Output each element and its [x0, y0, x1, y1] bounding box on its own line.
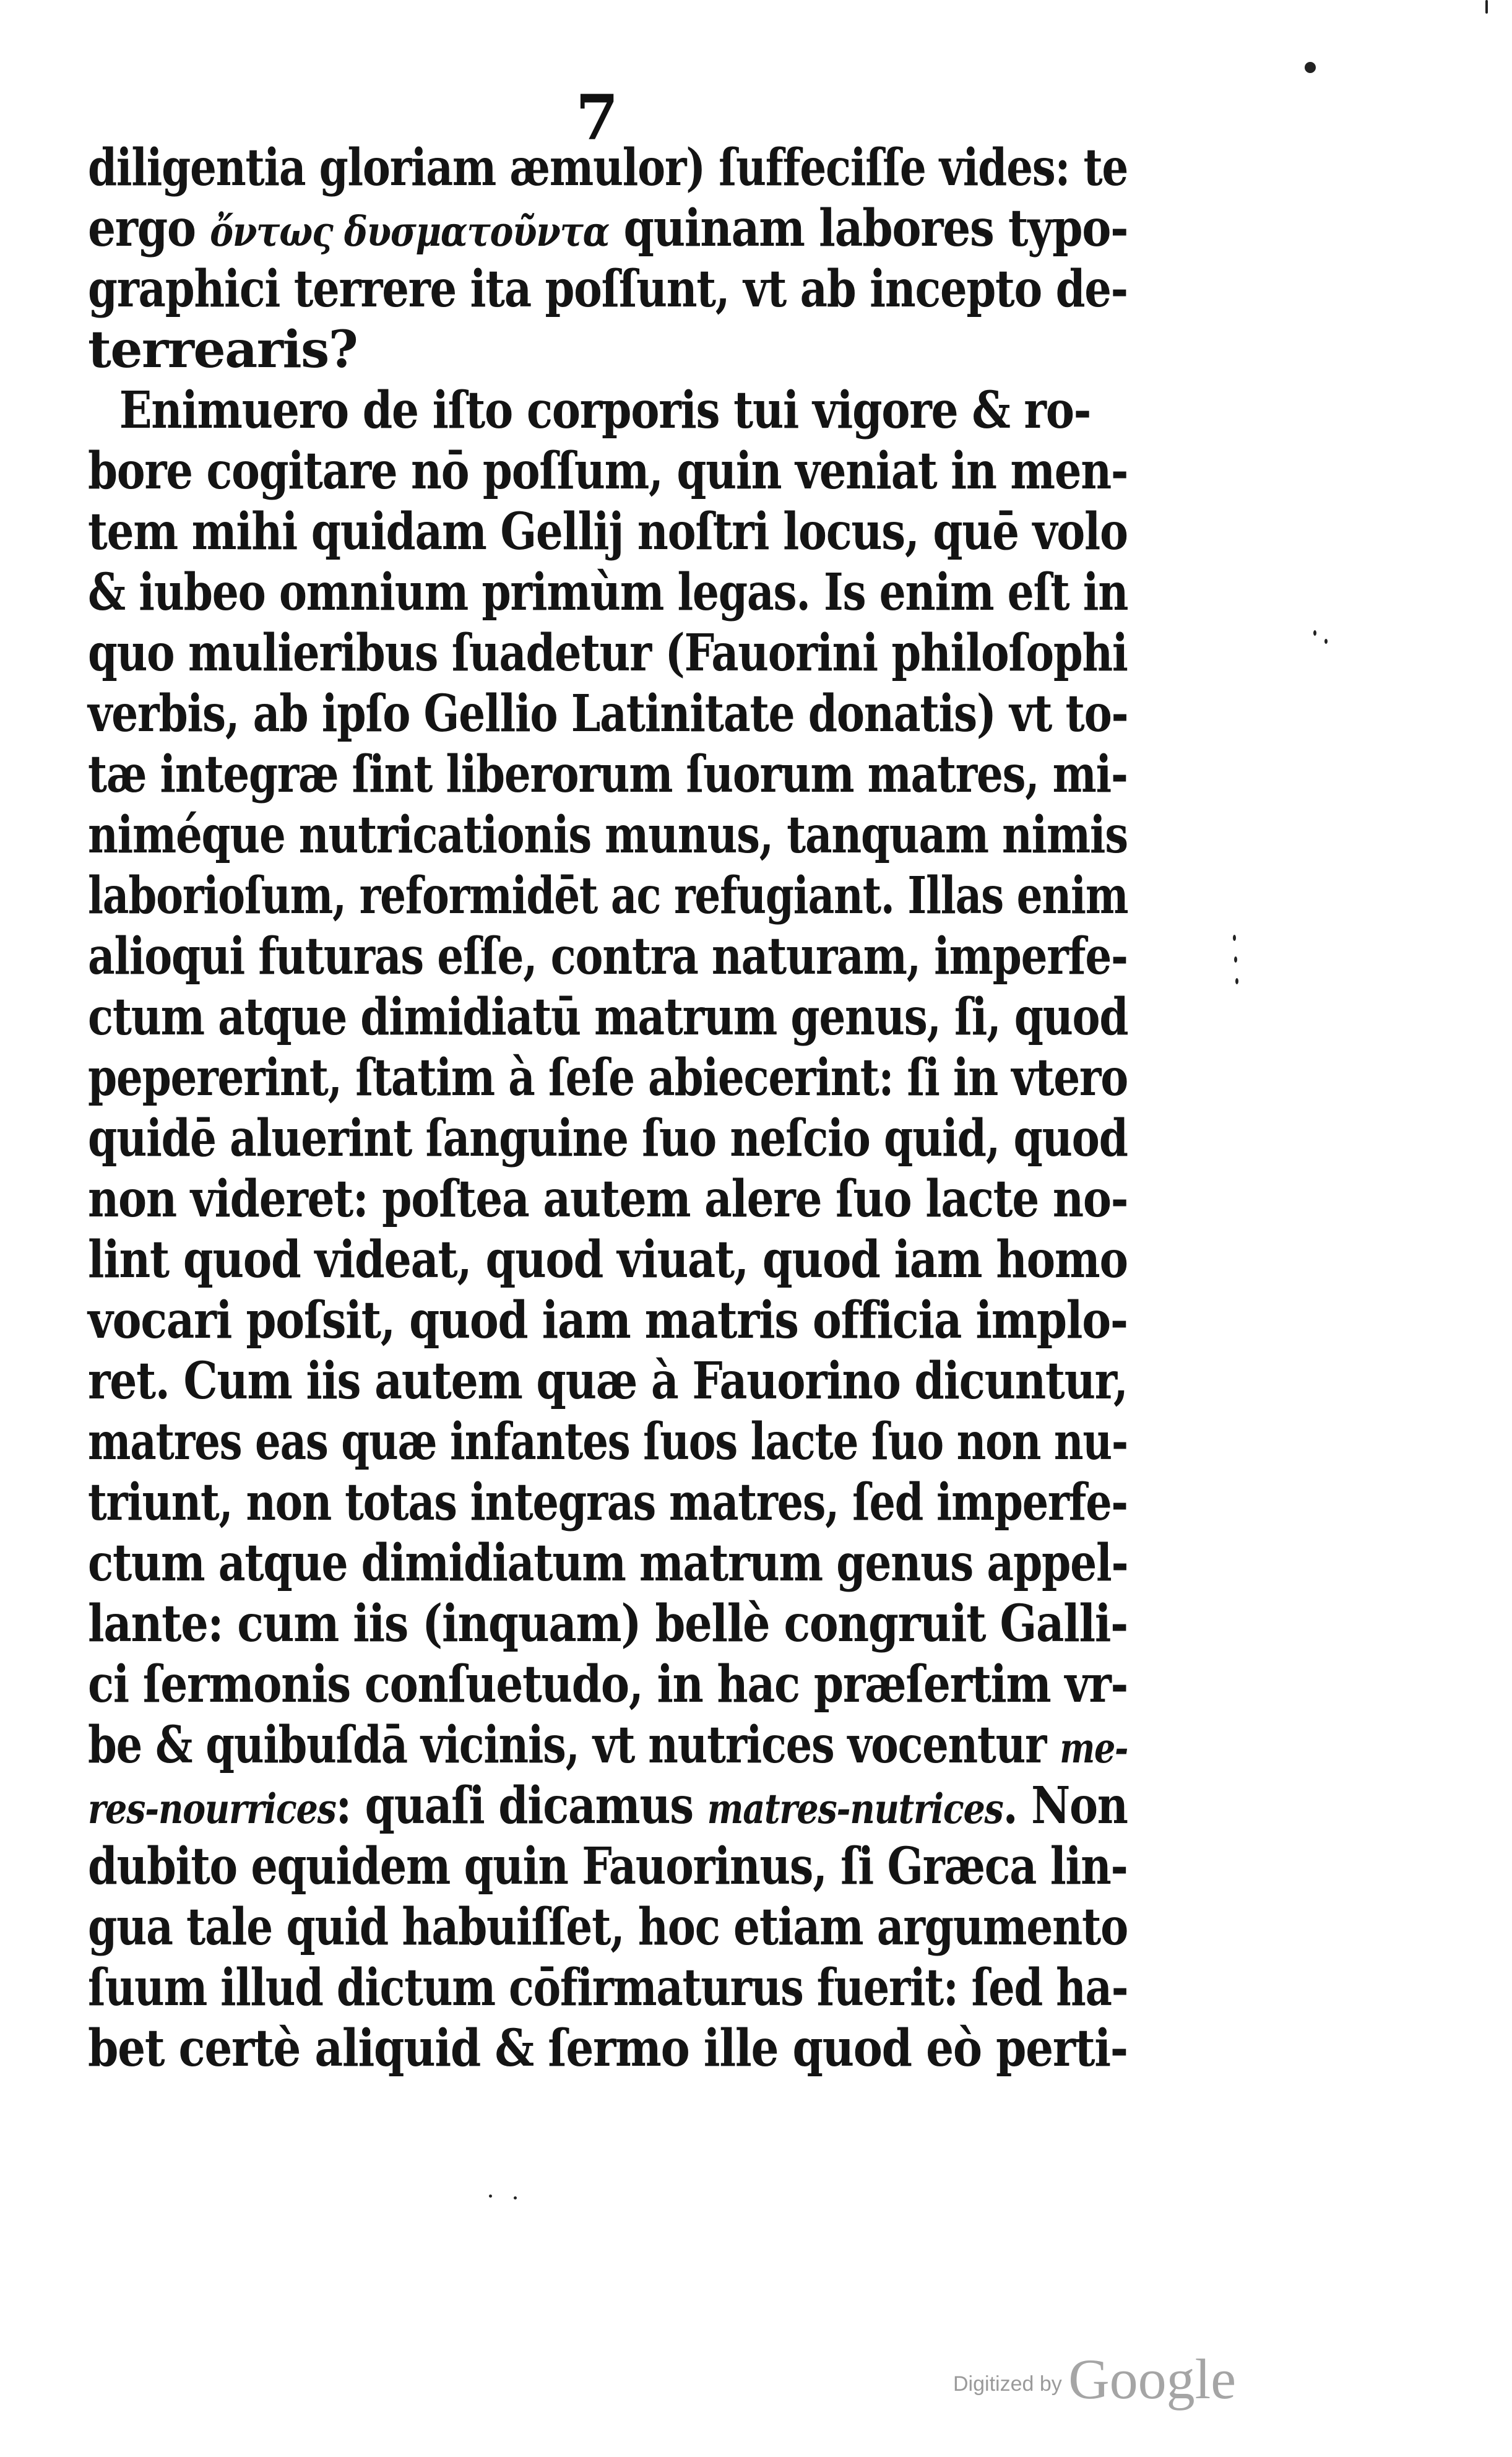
- text-run: verbis, ab ipſo Gellio Latinitate donatis) vt to-: [88, 684, 1128, 743]
- italic-text: matres-nutrices: [707, 1785, 1003, 1833]
- margin-speck: [1234, 956, 1237, 963]
- text-run: be & quibuſdā vicinis, vt nutrices vocentur: [88, 1715, 1060, 1775]
- margin-speck: [489, 2195, 492, 2198]
- text-line: [88, 1169, 1128, 1229]
- digitized-label: Digitized by: [953, 2372, 1062, 2396]
- text-line: [88, 1290, 1128, 1351]
- google-logo: Google: [1068, 2347, 1237, 2411]
- text-run: pepererint, ſtatim à ſeſe abiecerint: ſi in vtero: [88, 1048, 1128, 1107]
- text-run: ci ſermonis conſuetudo, in hac præſertim vr-: [88, 1655, 1128, 1714]
- text-run: gua tale quid habuiſſet, hoc etiam argumento: [88, 1897, 1128, 1957]
- text-run: . Non: [1003, 1776, 1128, 1835]
- text-line: [88, 1715, 1128, 1775]
- text-run: ctum atque dimidiatum matrum genus appel-: [88, 1533, 1128, 1593]
- text-run: matres eas quæ infantes ſuos lacte ſuo non nu-: [88, 1412, 1128, 1471]
- text-run: non videret: poſtea autem alere ſuo lacte no-: [88, 1169, 1128, 1229]
- margin-speck: [1313, 630, 1316, 636]
- text-run: ret. Cum iis autem quæ à Fauorino dicuntur,: [88, 1351, 1128, 1411]
- text-line: [88, 683, 1128, 744]
- text-line: [88, 1775, 1128, 1836]
- text-line: [88, 198, 1128, 259]
- page-number: 7: [576, 81, 619, 154]
- text-run: bet certè aliquid & ſermo ille quod eò perti-: [88, 2019, 1128, 2078]
- text-line: [88, 805, 1128, 865]
- text-line: [88, 1472, 1128, 1533]
- text-run: quo mulieribus ſuadetur (Fauorini philoſophi: [88, 623, 1128, 683]
- text-run: quinam labores typo-: [609, 199, 1128, 258]
- text-line: [88, 1897, 1128, 1957]
- text-line: [88, 1411, 1128, 1472]
- text-line: [88, 259, 1128, 319]
- text-run: Enimuero de iſto corporis tui vigore & ro-: [119, 381, 1091, 440]
- text-line: [88, 623, 1128, 683]
- text-run: vocari poſsit, quod iam matris officia implo-: [88, 1291, 1128, 1350]
- text-line: [88, 1533, 1128, 1593]
- margin-speck: [514, 2196, 517, 2199]
- text-line: [88, 1047, 1128, 1108]
- margin-speck: [1305, 62, 1316, 73]
- text-run: ergo: [88, 199, 210, 258]
- margin-speck: [1235, 978, 1238, 984]
- text-line: [88, 1229, 1128, 1290]
- text-run: niméque nutricationis munus, tanquam nimis: [88, 805, 1128, 865]
- italic-text: ὄντως δυσματοῦντα: [210, 207, 610, 256]
- text-run: ctum atque dimidiatū matrum genus, ſi, quod: [88, 987, 1128, 1047]
- text-line: [88, 501, 1128, 562]
- text-run: ſuum illud dictum cōfirmaturus fuerit: ſed ha-: [88, 1958, 1128, 2017]
- text-line: [88, 1351, 1128, 1411]
- text-run: terrearis?: [88, 320, 358, 379]
- margin-speck: [1233, 935, 1236, 941]
- text-line: [88, 137, 1128, 198]
- text-line: [88, 865, 1128, 926]
- text-run: lint quod videat, quod viuat, quod iam homo: [88, 1230, 1128, 1289]
- text-line: [88, 380, 1091, 441]
- text-run: & iubeo omnium primùm legas. Is enim eſt in: [88, 563, 1128, 622]
- text-line: [88, 1836, 1128, 1897]
- italic-text: res-nourrices: [88, 1785, 336, 1833]
- margin-speck: [1485, 0, 1488, 14]
- text-line: [88, 744, 1128, 805]
- text-line: [88, 1654, 1128, 1715]
- text-run: triunt, non totas integras matres, ſed imperfe-: [88, 1473, 1128, 1532]
- text-run: dubito equidem quin Fauorinus, ſi Græca lin-: [88, 1837, 1128, 1896]
- text-run: graphici terrere ita poſſunt, vt ab incepto de-: [88, 259, 1128, 319]
- text-run: tæ integræ ſint liberorum ſuorum matres, mi-: [88, 745, 1128, 804]
- text-line: [88, 1108, 1128, 1169]
- text-run: quidē aluerint ſanguine ſuo neſcio quid, quod: [88, 1109, 1128, 1168]
- text-line: [88, 2018, 1128, 2079]
- text-line: [88, 441, 1128, 501]
- body-text: [88, 137, 1128, 2079]
- text-run: : quaſi dicamus: [335, 1776, 707, 1835]
- text-line: [88, 987, 1128, 1047]
- text-line: [88, 1593, 1128, 1654]
- text-run: tem mihi quidam Gellij noſtri locus, quē volo: [88, 502, 1128, 561]
- margin-speck: [1324, 639, 1328, 644]
- digitized-watermark: [953, 2346, 1236, 2412]
- text-run: alioqui futuras eſſe, contra naturam, imperfe-: [88, 927, 1128, 986]
- text-line: [88, 1957, 1128, 2018]
- italic-text: me-: [1060, 1724, 1128, 1772]
- text-run: bore cogitare nō poſſum, quin veniat in men-: [88, 441, 1128, 501]
- text-line: [88, 319, 1128, 380]
- text-run: laborioſum, reformidēt ac refugiant. Illas enim: [88, 866, 1128, 925]
- text-line: [88, 926, 1128, 987]
- text-run: diligentia gloriam æmulor) ſuffeciſſe vides: te: [88, 138, 1128, 197]
- text-line: [88, 562, 1128, 623]
- text-run: lante: cum iis (inquam) bellè congruit Galli-: [88, 1594, 1128, 1653]
